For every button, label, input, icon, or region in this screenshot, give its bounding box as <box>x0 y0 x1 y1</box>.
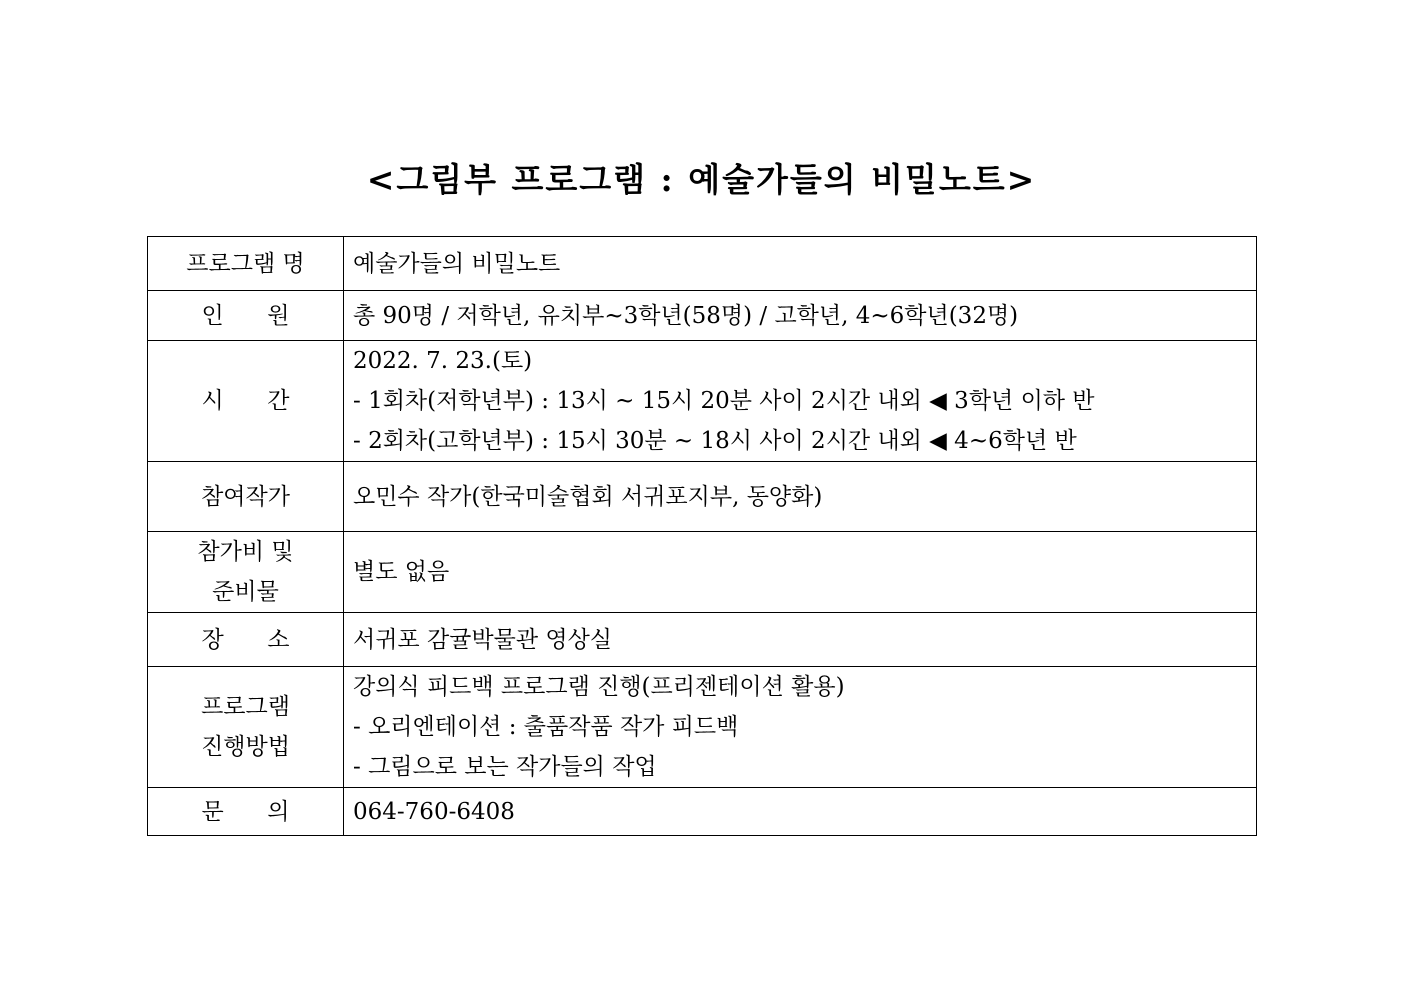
program-name-value: 예술가들의 비밀노트 <box>344 237 1257 291</box>
time-row <box>148 341 1257 462</box>
program-name-row <box>148 237 1257 291</box>
place-label-char: 장 <box>201 626 224 653</box>
contact-label-char: 의 <box>267 798 290 825</box>
program-info-table <box>147 236 1257 836</box>
fee-label-line: 준비물 <box>212 579 279 605</box>
time-label-char: 시 <box>201 388 224 414</box>
method-label-line: 프로그램 <box>201 694 290 720</box>
headcount-label <box>148 291 344 341</box>
method-label-line: 진행방법 <box>201 734 290 760</box>
method-line: - 그림으로 보는 작가들의 작업 <box>353 754 657 780</box>
time-date-line: 2022. 7. 23.(토) <box>353 348 533 374</box>
time-session-1-line: - 1회차(저학년부) : 13시 ~ 15시 20분 사이 2시간 내외 ◀ 3학년 이하 반 <box>353 388 1095 414</box>
method-label <box>148 667 344 788</box>
headcount-label-char: 원 <box>267 302 290 329</box>
fee-value: 별도 없음 <box>344 532 1257 613</box>
artist-row <box>148 462 1257 532</box>
place-label <box>148 613 344 667</box>
artist-label: 참여작가 <box>148 462 344 532</box>
headcount-row <box>148 291 1257 341</box>
time-value <box>344 341 1257 462</box>
place-label-char: 소 <box>267 626 290 653</box>
time-session-2-line: - 2회차(고학년부) : 15시 30분 ~ 18시 사이 2시간 내외 ◀ 4~6학년 반 <box>353 428 1077 454</box>
fee-label <box>148 532 344 613</box>
place-row <box>148 613 1257 667</box>
fee-label-line: 참가비 및 <box>197 539 294 565</box>
method-line: - 오리엔테이션 : 출품작품 작가 피드백 <box>353 714 739 740</box>
place-value: 서귀포 감귤박물관 영상실 <box>344 613 1257 667</box>
contact-label-char: 문 <box>201 798 224 825</box>
document-title: <그림부 프로그램 : 예술가들의 비밀노트> <box>366 160 1037 199</box>
time-label-char: 간 <box>267 388 290 414</box>
method-line: 강의식 피드백 프로그램 진행(프리젠테이션 활용) <box>353 674 845 700</box>
headcount-label-char: 인 <box>201 302 224 329</box>
method-value <box>344 667 1257 788</box>
contact-label <box>148 788 344 836</box>
headcount-value: 총 90명 / 저학년, 유치부~3학년(58명) / 고학년, 4~6학년(32명) <box>344 291 1257 341</box>
time-label <box>148 341 344 462</box>
contact-value: 064-760-6408 <box>344 788 1257 836</box>
program-name-label: 프로그램 명 <box>148 237 344 291</box>
artist-value: 오민수 작가(한국미술협회 서귀포지부, 동양화) <box>344 462 1257 532</box>
method-row <box>148 667 1257 788</box>
contact-row <box>148 788 1257 836</box>
fee-row <box>148 532 1257 613</box>
